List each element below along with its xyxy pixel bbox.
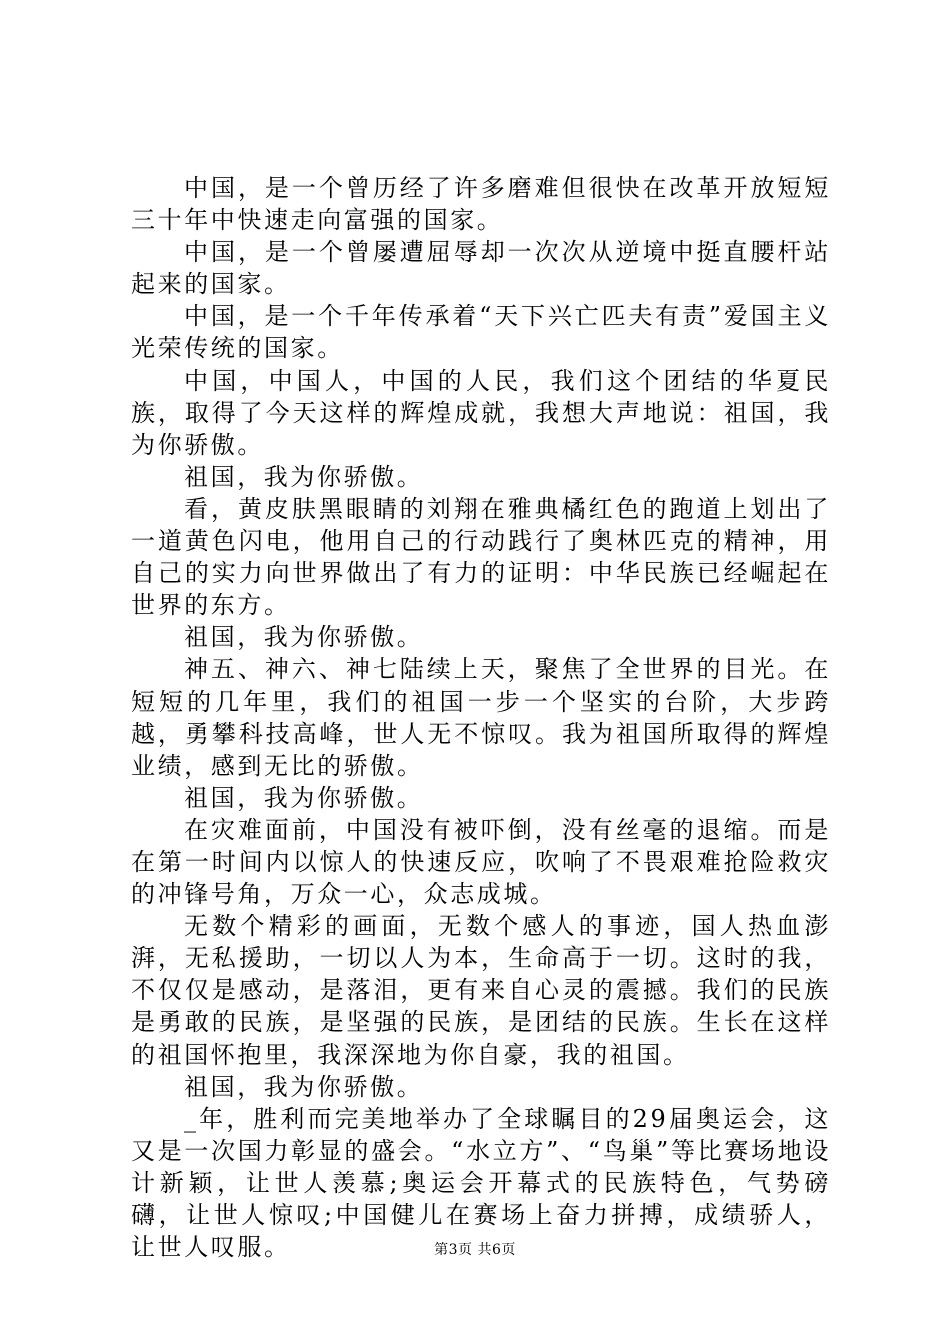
refrain-line: 祖国，我为你骄傲。: [184, 462, 424, 491]
paragraph: 中国，是一个曾历经了许多磨难但很快在改革开放短短三十年中快速走向富强的国家。: [131, 174, 831, 235]
paragraph: 无数个精彩的画面，无数个感人的事迹，国人热血澎湃，无私援助，一切以人为本，生命高于一切。这时的我，不仅仅是感动，是落泪，更有来自心灵的震撼。我们的民族是勇敢的民族，是坚强的民族，是团结的民族。生长在这样的祖国怀抱里，我深深地为你自豪，我的祖国。: [131, 912, 831, 1069]
paragraph: 中国，中国人，中国的人民，我们这个团结的华夏民族，取得了今天这样的辉煌成就，我想大声地说：祖国，我为你骄傲。: [131, 366, 831, 459]
refrain-line: 祖国，我为你骄傲。: [184, 623, 424, 652]
document-body: [131, 172, 831, 1263]
paragraph: 神五、神六、神七陆续上天，聚焦了全世界的目光。在短短的几年里，我们的祖国一步一个坚实的台阶，大步跨越，勇攀科技高峰，世人无不惊叹。我为祖国所取得的辉煌业绩，感到无比的骄傲。: [131, 655, 831, 780]
paragraph: 中国，是一个千年传承着“天下兴亡匹夫有责”爱国主义光荣传统的国家。: [131, 302, 831, 363]
paragraph: _年，胜利而完美地举办了全球瞩目的29届奥运会，这又是一次国力彰显的盛会。“水立方”、“鸟巢”等比赛场地设计新颖，让世人羡慕;奥运会开幕式的民族特色，气势磅礴，让世人惊叹;中国健儿在赛场上奋力拼搏，成绩骄人，让世人叹服。: [131, 1104, 831, 1262]
page-number-footer: 第3页 共6页: [434, 1242, 516, 1258]
paragraph: 在灾难面前，中国没有被吓倒，没有丝毫的退缩。而是在第一时间内以惊人的快速反应，吹响了不畏艰难抢险救灾的冲锋号角，万众一心，众志成城。: [131, 815, 831, 909]
paragraph: 中国，是一个曾屡遭屈辱却一次次从逆境中挺直腰杆站起来的国家。: [131, 238, 831, 299]
refrain-line: 祖国，我为你骄傲。: [184, 1072, 424, 1101]
paragraph: 看，黄皮肤黑眼睛的刘翔在雅典橘红色的跑道上划出了一道黄色闪电，他用自己的行动践行了奥林匹克的精神，用自己的实力向世界做出了有力的证明：中华民族已经崛起在世界的东方。: [131, 494, 831, 620]
refrain-line: 祖国，我为你骄傲。: [184, 783, 424, 812]
